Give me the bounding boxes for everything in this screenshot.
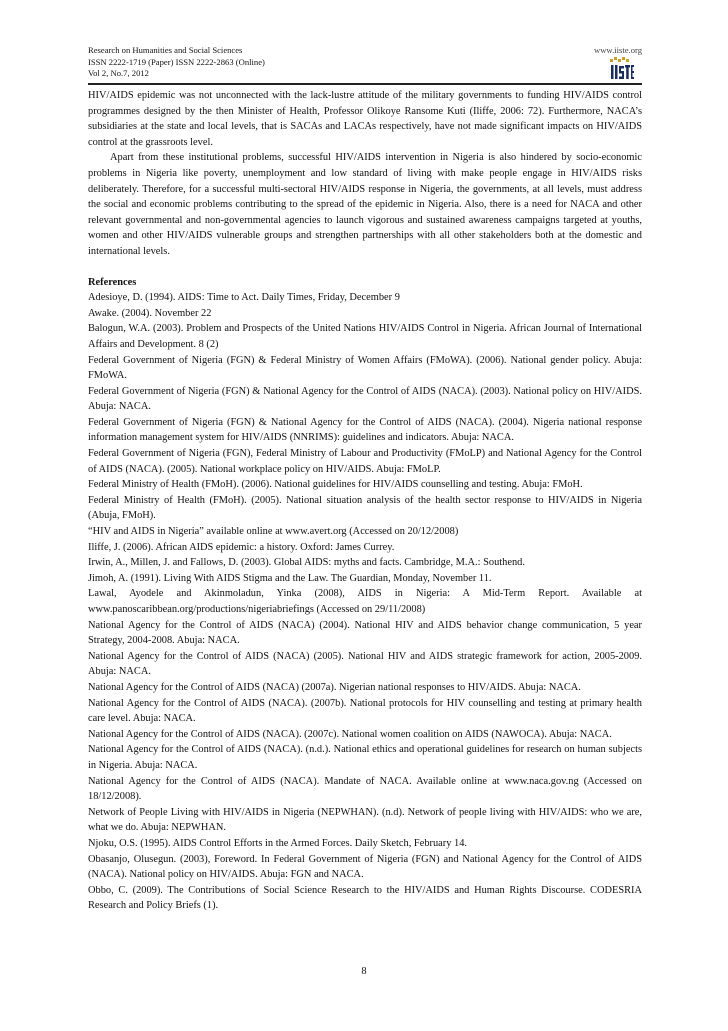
reference-item: Iliffe, J. (2006). African AIDS epidemic: a history. Oxford: James Currey. xyxy=(88,541,395,553)
reference-item: Obbo, C. (2009). The Contributions of Social Science Research to the HIV/AIDS and Human Rights Discourse. CODESRIA Research and Policy Briefs (1). xyxy=(88,884,642,912)
reference-item: National Agency for the Control of AIDS (NACA). (2007c). National women coalition on AIDS (NAWOCA). Abuja: NACA. xyxy=(88,728,612,740)
reference-item: Federal Government of Nigeria (FGN) & Federal Ministry of Women Affairs (FMoWA). (2006). National gender policy. Abuja: FMoWA. xyxy=(88,354,642,382)
reference-item: Jimoh, A. (1991). Living With AIDS Stigma and the Law. The Guardian, Monday, November 11. xyxy=(88,572,492,584)
reference-item: National Agency for the Control of AIDS (NACA) (2004). National HIV and AIDS behavior change communication, 5 year Strategy, 2004-2008. Abuja: NACA. xyxy=(88,619,642,647)
body-paragraph: Apart from these institutional problems, successful HIV/AIDS intervention in Nigeria is also hindered by socio-economic problems in Nigeria like poverty, unemployment and low standard of living with make people engage in HIV/AIDS risks deliberately. Therefore, for a successful multi-sectoral HIV/AIDS response in Nigeria, the governments, at all levels, must address the social and economic problems contributing to the spread of the epidemic in Nigeria. Also, there is a need for NACA and other relevant governmental and non-governmental agencies to launch vigorous and sustained awareness campaigns targeted at youths, women and other HIV/AIDS vulnerable groups and strengthen partnerships with all other stakeholders both at the domestic and international levels. xyxy=(88,152,642,257)
website-link[interactable]: www.iiste.org xyxy=(594,45,642,55)
volume-line: Vol 2, No.7, 2012 xyxy=(88,68,149,79)
reference-item: National Agency for the Control of AIDS (NACA). Mandate of NACA. Available online at www.naca.gov.ng (Accessed on 18/12/2008). xyxy=(88,775,642,803)
references-heading: References xyxy=(88,276,137,288)
journal-name: Research on Humanities and Social Sciences xyxy=(88,45,243,55)
body-paragraph: HIV/AIDS epidemic was not unconnected with the lack-lustre attitude of the military governments to funding HIV/AIDS control programmes designed by the then Minister of Health, Professor Olikoye Ransome Kuti (Iliffe, 2006: 72). Furthermore, NACA’s subsidiaries at the state and local levels, that is SACAs and LACAs respectively, have not made significant impacts on HIV/AIDS control at the grassroots level. xyxy=(88,90,642,148)
reference-item: “HIV and AIDS in Nigeria” available online at www.avert.org (Accessed on 20/12/2008) xyxy=(88,526,459,538)
issn-line: ISSN 2222-1719 (Paper) ISSN 2222-2863 (Online) xyxy=(88,56,265,67)
reference-item: Network of People Living with HIV/AIDS in Nigeria (NEPWHAN). (n.d). Network of people living with HIV/AIDS: who we are, what we do. Abuja: NEPWHAN. xyxy=(88,806,642,834)
page-header xyxy=(88,45,642,81)
page-number: 8 xyxy=(361,966,367,977)
reference-item: Federal Ministry of Health (FMoH). (2005). National situation analysis of the health sector response to HIV/AIDS in Nigeria (Abuja, FMoH). xyxy=(88,494,642,522)
reference-item: Lawal, Ayodele and Akinmoladun, Yinka (2008), AIDS in Nigeria: A Mid-Term Report. Available at www.panoscaribbean.org/productions/nigeriabriefings (Accessed on 29/11/2008) xyxy=(88,588,642,615)
reference-item: National Agency for the Control of AIDS (NACA) (2005). National HIV and AIDS strategic framework for action, 2005-2009. Abuja: NACA. xyxy=(88,650,642,678)
reference-item: Obasanjo, Olusegun. (2003), Foreword. In Federal Government of Nigeria (FGN) and National Agency for the Control of AIDS (NACA). National policy on HIV/AIDS. Abuja: FGN and NACA. xyxy=(88,853,642,881)
reference-item: Balogun, W.A. (2003). Problem and Prospects of the United Nations HIV/AIDS Control in Nigeria. African Journal of International Affairs and Development. 8 (2) xyxy=(88,323,642,350)
reference-item: Federal Government of Nigeria (FGN) & National Agency for the Control of AIDS (NACA). (2004). Nigeria national response information management system for HIV/AIDS (NNRIMS): guidelines and indicators. Abuja: NACA. xyxy=(88,416,642,444)
reference-list xyxy=(88,290,642,914)
reference-item: National Agency for the Control of AIDS (NACA) (2007a). Nigerian national responses to HIV/AIDS. Abuja: NACA. xyxy=(88,681,581,693)
reference-item: Federal Ministry of Health (FMoH). (2006). National guidelines for HIV/AIDS counselling and testing. Abuja: FMoH. xyxy=(88,479,583,491)
main-content xyxy=(88,88,642,914)
header-rule xyxy=(88,83,642,85)
reference-item: Adesioye, D. (1994). AIDS: Time to Act. Daily Times, Friday, December 9 xyxy=(88,292,400,304)
reference-item: Awake. (2004). November 22 xyxy=(88,307,212,319)
reference-item: Njoku, O.S. (1995). AIDS Control Efforts in the Armed Forces. Daily Sketch, February 14. xyxy=(88,837,468,849)
reference-item: National Agency for the Control of AIDS (NACA). (2007b). National protocols for HIV counselling and testing at primary health care level. Abuja: NACA. xyxy=(88,697,642,725)
reference-item: National Agency for the Control of AIDS (NACA). (n.d.). National ethics and operational guidelines for research on human subjects in Nigeria. Abuja: NACA. xyxy=(88,744,642,771)
reference-item: Federal Government of Nigeria (FGN) & National Agency for the Control of AIDS (NACA). (2003). National policy on HIV/AIDS. Abuja: NACA. xyxy=(88,385,642,413)
iiste-logo-icon xyxy=(610,57,634,81)
reference-item: Irwin, A., Millen, J. and Fallows, D. (2003). Global AIDS: myths and facts. Cambridge, M.A.: Southend. xyxy=(88,557,525,569)
reference-item: Federal Government of Nigeria (FGN), Federal Ministry of Labour and Productivity (FMoLP) and National Agency for the Control of AIDS (NACA). (2005). National workplace policy on HIV/AIDS. Abuja: FMoLP. xyxy=(88,448,642,475)
